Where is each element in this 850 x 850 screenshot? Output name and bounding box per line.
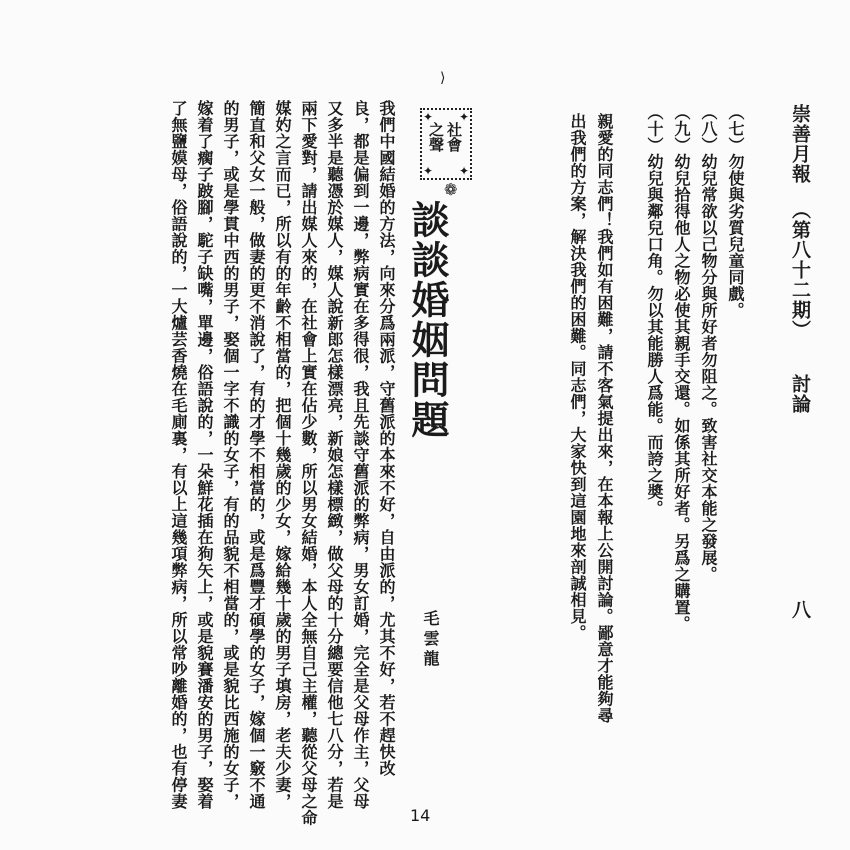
- article-column: 我們中國結婚的方法，向來分爲兩派，守舊派的本來不好，自由派的，尤其不好，若不趕快改: [377, 100, 396, 777]
- article-column: 了無鹽嫫母，俗語說的，一大爐芸香燒在毛廁裏，有以上這幾項弊病，所以常吵離婚的，也有停妻: [169, 100, 188, 810]
- article-column: 媒妁之言而已，所以有的年齡不相當的，把個十幾歲的少女，嫁給幾十歲的男子填房，老夫少妻，: [273, 100, 292, 810]
- column-label-right: 社會: [445, 122, 463, 152]
- article-column: 嫁着了瘸子跛腳，駝子缺嘴，單邊，俗語說的，一朵鮮花插在狗矢上，或是貌賽潘安的男子，娶着: [195, 100, 214, 810]
- star-icon: ✦: [423, 164, 434, 178]
- issue-number: （第八十二期）: [789, 200, 811, 340]
- rule-item: （十）幼兒與鄰兒口角。勿以其能勝人爲能。而誇之奬。: [645, 104, 664, 517]
- notice-line: 出我們的方案，解決我們的困難。同志們，大家快到這園地來剖誠相見。: [568, 113, 587, 641]
- article-column: 又多半是聽憑於媒人，媒人說新郎怎樣漂亮，新娘怎樣標緻，做父母的十分總要信他七八分，若是: [325, 100, 344, 810]
- star-icon: ✦: [458, 110, 469, 124]
- column-label-box: [420, 108, 472, 180]
- article-column: 簡直和父女一般，做妻的更不消說了，有的才學不相當的，或是爲豐才碩學的女子，嫁個一竅不通: [247, 100, 266, 810]
- star-icon: ✦: [423, 110, 434, 124]
- ornament-icon: ❁: [444, 180, 458, 199]
- rule-item: （九）幼兒拾得他人之物必使其親手交還。如係其所好者。另爲之購置。: [672, 104, 691, 632]
- article-column: 兩下愛對，請出媒人來的，在社會上實在佔少數，所以男女結婚，本人全無自己主權，聽從父母之命: [299, 100, 318, 826]
- page-number-chinese: 八: [789, 600, 811, 620]
- article-author: 毛雲龍: [421, 610, 440, 670]
- magazine-title: 崇善月報: [789, 104, 811, 184]
- notice-line: 親愛的同志們！我們如有困難，請不客氣提出來，在本報上公開討論。鄙意才能夠尋: [595, 113, 614, 724]
- bracket-mark: ⟩: [440, 70, 446, 86]
- rule-item: （七）勿使與劣質兒童同戲。: [726, 104, 745, 319]
- article-column: 良，都是偏到一邊，弊病實在多得很，我且先談守舊派的弊病，男女訂婚，完全是父母作主，父母: [351, 100, 370, 810]
- section-label: 討論: [789, 374, 811, 414]
- star-icon: ✦: [458, 164, 469, 178]
- page-number: 14: [410, 806, 431, 825]
- rule-item: （八）幼兒常欲以己物分與所好者勿阻之。致害社交本能之發展。: [699, 104, 718, 583]
- article-column: 的男子，或是學貫中西的男子，娶個一字不識的女子，有的品貌不相當的，或是貌比西施的女子，: [221, 100, 240, 810]
- article-title: 談談婚姻問題: [405, 200, 450, 440]
- column-label-left: 之聲: [427, 122, 445, 152]
